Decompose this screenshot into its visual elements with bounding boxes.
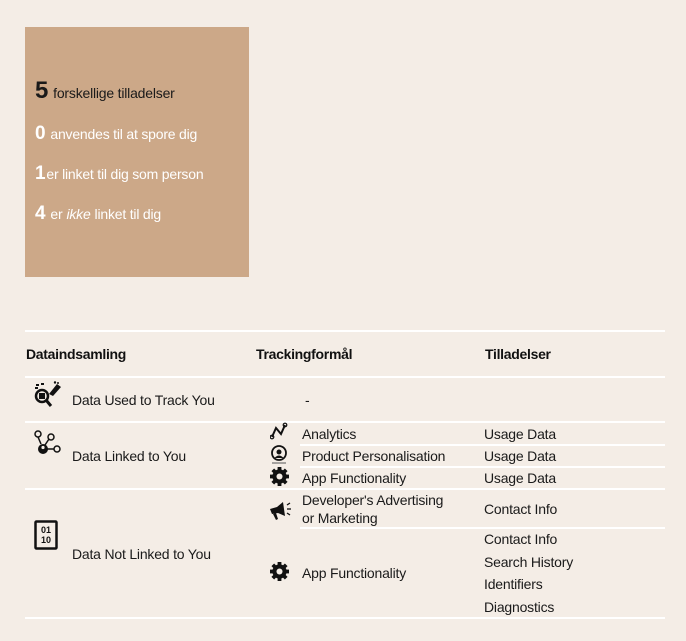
summary-number: 5 (35, 77, 49, 104)
summary-tracking-count (35, 123, 197, 145)
permission-identifiers: Identifiers (484, 576, 543, 592)
column-header-permissions: Tilladelser (485, 346, 551, 362)
binary-data-icon (34, 520, 58, 550)
linked-network-icon (33, 430, 65, 458)
summary-number: 4 (35, 203, 46, 224)
row-divider (25, 488, 665, 490)
summary-number: 1 (35, 163, 46, 184)
permissions-summary-box (25, 27, 249, 277)
summary-text: er linket til dig som person (46, 166, 204, 182)
group-label-tracking: Data Used to Track You (72, 392, 215, 408)
svg-text:01: 01 (40, 525, 52, 535)
permission-usage-data: Usage Data (484, 470, 556, 486)
permission-contact-info: Contact Info (484, 501, 558, 517)
subrow-divider (300, 444, 665, 446)
group-label-linked: Data Linked to You (72, 448, 186, 464)
summary-linked-count (35, 163, 203, 185)
permission-diagnostics: Diagnostics (484, 599, 555, 615)
summary-text-italic: ikke (66, 206, 91, 222)
row-divider (25, 421, 665, 423)
megaphone-icon (268, 500, 292, 522)
subrow-divider (300, 527, 665, 529)
permission-contact-info: Contact Info (484, 531, 558, 547)
permission-usage-data: Usage Data (484, 426, 556, 442)
purpose-developers-advertising (302, 491, 443, 527)
header-divider (25, 376, 665, 378)
permission-usage-data: Usage Data (484, 448, 556, 464)
table-bottom-divider (25, 617, 665, 619)
purpose-app-functionality: App Functionality (302, 470, 406, 486)
track-footprint-magnifier-icon (31, 381, 63, 409)
summary-not-linked-count (35, 203, 161, 225)
column-header-data-collection: Dataindsamling (26, 346, 127, 362)
summary-total-permissions (35, 77, 175, 105)
summary-text: anvendes til at spore dig (50, 126, 198, 142)
svg-text:10: 10 (40, 535, 52, 545)
user-circle-icon (270, 445, 288, 465)
gear-icon (270, 467, 289, 486)
purpose-product-personalisation: Product Personalisation (302, 448, 446, 464)
purpose-label-line: or Marketing (302, 510, 378, 526)
table-top-divider (25, 330, 665, 332)
gear-icon (270, 562, 289, 581)
summary-number: 0 (35, 123, 46, 144)
analytics-chart-icon (270, 422, 288, 440)
purpose-analytics: Analytics (302, 426, 357, 442)
column-header-tracking-purpose: Trackingformål (256, 346, 353, 362)
permission-search-history: Search History (484, 554, 574, 570)
tracking-purpose-empty: - (305, 392, 310, 408)
purpose-label-line: Developer's Advertising (302, 492, 444, 508)
purpose-app-functionality: App Functionality (302, 565, 406, 581)
summary-text: er (50, 206, 63, 222)
group-label-not-linked: Data Not Linked to You (72, 546, 211, 562)
summary-text: forskellige tilladelser (53, 85, 175, 101)
summary-text: linket til dig (94, 206, 162, 222)
subrow-divider (300, 466, 665, 468)
